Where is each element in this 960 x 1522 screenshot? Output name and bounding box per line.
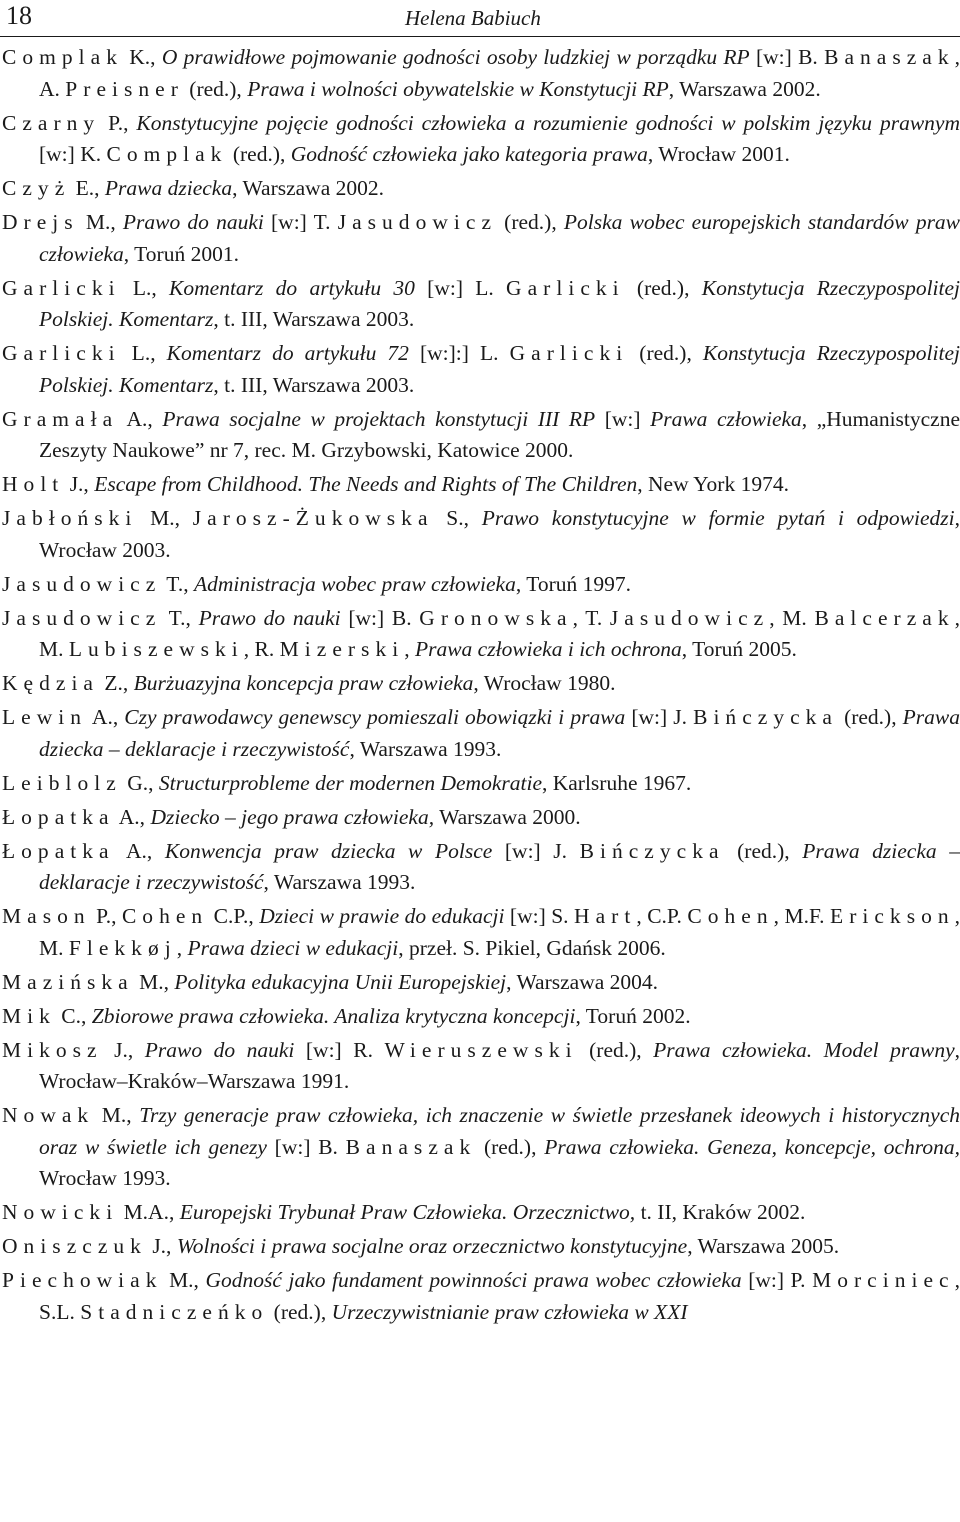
author-name: Kędzia (2, 671, 99, 695)
author-name: Hart (574, 904, 637, 928)
page-header (0, 0, 960, 40)
work-title: Polityka edukacyjna Unii Europejskiej (174, 969, 507, 994)
work-title: Prawa dzieci w edukacji (187, 935, 399, 960)
citation-text: C.P., (208, 904, 260, 928)
bibliography-entry (0, 173, 960, 205)
bibliography-entry (0, 802, 960, 834)
citation-text: G., (121, 770, 159, 795)
citation-text: t. II, Kraków 2002. (635, 1200, 806, 1224)
work-title: Escape from Childhood. The Needs and Rights of The Children (94, 472, 638, 496)
author-name: Complak (2, 45, 123, 69)
citation-text: , Toruń 1997. (515, 571, 631, 596)
author-name: Garlicki (2, 275, 121, 300)
bibliography-entry (0, 603, 960, 666)
author-name: Jarosz-Żukowska (192, 506, 434, 530)
author-name: Morciniec (812, 1268, 955, 1292)
citation-text: [w:] L. (414, 275, 507, 300)
author-name: Mik (2, 1003, 56, 1028)
work-title: O prawidłowe pojmowanie godności osoby ludzkiej w porządku RP (161, 45, 750, 69)
citation-text: , Wrocław–Kraków–Warszawa 1991. (39, 1037, 960, 1093)
author-name: Cohen (687, 904, 774, 928)
bibliography-entry (0, 42, 960, 105)
citation-text: , M. (39, 904, 960, 960)
work-title: Prawa człowieka. Geneza, koncepcje, ochrona, (544, 1134, 960, 1159)
citation-text: [w:] B. (340, 605, 420, 630)
author-name: Jasudowicz (2, 571, 162, 596)
bibliography-entry (0, 1001, 960, 1033)
citation-text: S., (433, 506, 482, 530)
citation-text: , M. (769, 605, 815, 630)
author-name: Łopatka (2, 804, 115, 829)
author-name: Czyż (2, 176, 71, 200)
citation-text: A., (114, 838, 165, 863)
header-rule (0, 36, 960, 37)
citation-text: M., (78, 210, 123, 234)
author-name: Gronowska (419, 605, 573, 630)
bibliography-entry (0, 1265, 960, 1328)
citation-text: L., (120, 275, 170, 300)
bibliography-entry (0, 273, 960, 336)
citation-text: J., (64, 472, 95, 496)
citation-text: M., (94, 1103, 140, 1127)
citation-text: , „Humanistyczne Zeszyty Naukowe” nr 7, rec. M. Grzybowski, Katowice 2000. (39, 406, 960, 462)
author-name: Bińczycka (693, 705, 838, 729)
author-name: Piechowiak (2, 1268, 163, 1292)
citation-text: [w:] S. (504, 904, 575, 928)
citation-text: M.A., (118, 1200, 180, 1224)
running-head: Helena Babiuch (405, 6, 541, 30)
citation-text: , A. (39, 45, 960, 101)
citation-text: M., (137, 506, 193, 530)
bibliography-entry (0, 836, 960, 899)
work-title: Dziecko – jego prawa człowieka, (150, 804, 435, 829)
author-name: Garlicki (506, 275, 625, 300)
citation-text: [w:] B. (749, 45, 825, 69)
citation-text: Z., (99, 671, 134, 695)
author-name: Lubiszewski (68, 637, 244, 661)
work-title: Burżuazyjna koncepcja praw człowieka (133, 671, 474, 695)
citation-text: (red.), (497, 210, 564, 234)
citation-text: (red.), (227, 142, 291, 166)
author-name: Gramała (2, 406, 119, 431)
author-name: Complak (106, 142, 228, 166)
work-title: Wolności i prawa socjalne oraz orzecznictwo konstytucyjne (176, 1234, 688, 1258)
work-title: Godność jako fundament powinności prawa wobec człowieka (205, 1268, 742, 1292)
bibliography-entry (0, 469, 960, 501)
bibliography-entry (0, 404, 960, 467)
citation-text: A., (87, 705, 125, 729)
citation-text: , Wrocław 2003. (39, 506, 960, 562)
bibliography-entry (0, 901, 960, 964)
work-title: Czy prawodawcy genewscy pomieszali obowiązki i prawa (124, 705, 626, 729)
citation-text: , Karlsruhe 1967. (541, 770, 692, 795)
bibliography-entry (0, 1035, 960, 1098)
work-title: Prawa dziecka (104, 176, 233, 200)
author-name: Banaszak (345, 1134, 477, 1159)
bibliography-entry (0, 668, 960, 700)
citation-text: C., (55, 1003, 92, 1028)
citation-text: , Warszawa 2004. (506, 969, 659, 994)
work-title: Europejski Trybunał Praw Człowieka. Orzecznictwo, (179, 1200, 636, 1224)
author-name: Lewin (2, 705, 88, 729)
bibliography-entry (0, 1231, 960, 1263)
author-name: Mizerski (279, 637, 405, 661)
bibliography-entry (0, 768, 960, 800)
bibliography-entry (0, 702, 960, 765)
citation-text: , Wrocław 1980. (473, 671, 616, 695)
citation-text: A., (114, 804, 151, 829)
author-name: Bińczycka (579, 838, 725, 863)
author-name: Balcerzak (814, 605, 955, 630)
citation-text: (red.), (624, 275, 702, 300)
citation-text: , Warszawa 2002. (668, 76, 821, 101)
work-title: Prawo konstytucyjne w formie pytań i odpowiedzi (481, 506, 955, 530)
work-title: Prawo do nauki (122, 210, 264, 234)
author-name: Jasudowicz (2, 605, 162, 630)
citation-text: [w:] J. (625, 705, 694, 729)
citation-text: (red.), (476, 1134, 545, 1159)
citation-text: A., (118, 406, 163, 431)
work-title: Trzy generacje praw człowieka, ich znaczenie w świetle przesłanek ideowych i historycznych oraz w świetle ich genezy (39, 1103, 960, 1159)
citation-text: (red.), (183, 76, 248, 101)
author-name: Cohen (121, 904, 209, 928)
citation-text: , (176, 935, 188, 960)
bibliography-entry (0, 207, 960, 270)
citation-text: (red.), (268, 1299, 332, 1324)
author-name: Jasudowicz (337, 210, 498, 234)
author-name: Mason (2, 904, 91, 928)
citation-text: J., (102, 1037, 145, 1062)
citation-text: , New York 1974. (637, 472, 789, 496)
author-name: Czarny (2, 110, 101, 135)
work-title: Prawa i wolności obywatelskie w Konstytucji RP (247, 76, 669, 101)
citation-text: P., (90, 904, 122, 928)
citation-text: J., (146, 1234, 177, 1258)
citation-text: , przeł. S. Pikiel, Gdańsk 2006. (398, 935, 666, 960)
citation-text: [w:]:] L. (408, 341, 510, 365)
work-title: Administracja wobec praw człowieka (193, 571, 516, 596)
citation-text: , Warszawa 1993. (349, 736, 502, 761)
citation-text: , Toruń 2005. (681, 637, 797, 661)
work-title: Prawa człowieka (650, 406, 802, 431)
author-name: Flekkøj (68, 935, 177, 960)
citation-text: , t. III, Warszawa 2003. (213, 372, 415, 397)
work-title: Godność człowieka jako kategoria prawa (290, 142, 648, 166)
citation-text: , Wrocław 2001. (647, 142, 790, 166)
citation-text: [w:] J. (492, 838, 580, 863)
citation-text: M., (162, 1268, 206, 1292)
author-name: Jasudowicz (609, 605, 770, 630)
work-title: Polska wobec europejskich standardów praw człowieka (39, 210, 960, 266)
author-name: Nowicki (2, 1200, 119, 1224)
work-title: Prawo do nauki (198, 605, 341, 630)
citation-text: [w:] (595, 406, 651, 431)
citation-text: , M. (39, 605, 960, 661)
citation-text: , Warszawa 2005. (687, 1234, 840, 1258)
citation-text: [w:] K. (39, 142, 107, 166)
bibliography-entry (0, 503, 960, 566)
author-name: Wieruszewski (384, 1037, 578, 1062)
bibliography-list (0, 42, 960, 1331)
work-title: Prawa dziecka – deklaracje i rzeczywistość (39, 705, 960, 761)
citation-text: P., (100, 110, 137, 135)
work-title: Urzeczywistnianie praw człowieka w XXI (331, 1299, 688, 1324)
author-name: Leiblolz (2, 770, 122, 795)
citation-text: T., (161, 571, 194, 596)
work-title: Konstytucja Rzeczypospolitej Polskiej. Komentarz (39, 341, 960, 397)
citation-text: K., (122, 45, 162, 69)
work-title: Prawa człowieka. Model prawny (653, 1037, 955, 1062)
citation-text: , Toruń 2001. (123, 241, 239, 266)
author-name: Preisner (65, 76, 184, 101)
citation-text: Wrocław 1993. (39, 1166, 171, 1190)
citation-text: , C.P. (636, 904, 688, 928)
citation-text: , Warszawa 2002. (232, 176, 385, 200)
author-name: Erickson (830, 904, 955, 928)
author-name: Stadniczeńko (80, 1299, 269, 1324)
citation-text: [w:] B. (266, 1134, 346, 1159)
author-name: Łopatka (2, 838, 115, 863)
work-title: Konstytucja Rzeczypospolitej Polskiej. Komentarz (39, 275, 960, 331)
page-number: 18 (6, 1, 32, 30)
author-name: Mikosz (2, 1037, 103, 1062)
citation-text: , T. (572, 605, 610, 630)
citation-text: M., (133, 969, 175, 994)
citation-text: , M.F. (773, 904, 831, 928)
author-name: Garlicki (509, 341, 629, 365)
author-name: Banaszak (824, 45, 955, 69)
work-title: Structurprobleme der modernen Demokratie (158, 770, 542, 795)
bibliography-entry (0, 967, 960, 999)
work-title: Komentarz do artykułu 30 (169, 275, 415, 300)
work-title: Zbiorowe prawa człowieka. Analiza krytyczna koncepcji (91, 1003, 576, 1028)
work-title: Konwencja praw dziecka w Polsce (164, 838, 493, 863)
bibliography-entry (0, 1197, 960, 1229)
author-name: Holt (2, 472, 65, 496)
citation-text: E., (70, 176, 105, 200)
author-name: Mazińska (2, 969, 134, 994)
citation-text: , R. (243, 637, 280, 661)
author-name: Nowak (2, 1103, 95, 1127)
citation-text: [w:] P. (741, 1268, 813, 1292)
author-name: Oniszczuk (2, 1234, 147, 1258)
citation-text: , (404, 637, 415, 661)
citation-text: , Warszawa 1993. (263, 870, 416, 894)
bibliography-entry (0, 338, 960, 401)
citation-text: , Toruń 2002. (575, 1003, 691, 1028)
citation-text: [w:] T. (263, 210, 338, 234)
citation-text: (red.), (838, 705, 903, 729)
citation-text: (red.), (628, 341, 703, 365)
work-title: Dzieci w prawie do edukacji (259, 904, 505, 928)
work-title: Komentarz do artykułu 72 (166, 341, 409, 365)
bibliography-entry (0, 569, 960, 601)
citation-text: Warszawa 2000. (434, 804, 581, 829)
work-title: Prawo do nauki (144, 1037, 295, 1062)
citation-text: , S.L. (39, 1268, 960, 1324)
author-name: Drejs (2, 210, 79, 234)
bibliography-entry (0, 108, 960, 171)
citation-text: , t. III, Warszawa 2003. (213, 307, 415, 331)
work-title: Prawa socjalne w projektach konstytucji III RP (162, 406, 596, 431)
work-title: Konstytucyjne pojęcie godności człowieka a rozumienie godności w polskim języku prawnym (136, 110, 960, 135)
citation-text: L., (120, 341, 167, 365)
author-name: Jabłoński (2, 506, 138, 530)
citation-text: (red.), (724, 838, 803, 863)
bibliography-entry (0, 1100, 960, 1195)
work-title: Prawa dziecka – deklaracje i rzeczywistość (39, 838, 960, 894)
author-name: Garlicki (2, 341, 121, 365)
work-title: Prawa człowieka i ich ochrona (414, 637, 682, 661)
citation-text: [w:] R. (294, 1037, 385, 1062)
citation-text: (red.), (577, 1037, 654, 1062)
citation-text: T., (161, 605, 199, 630)
